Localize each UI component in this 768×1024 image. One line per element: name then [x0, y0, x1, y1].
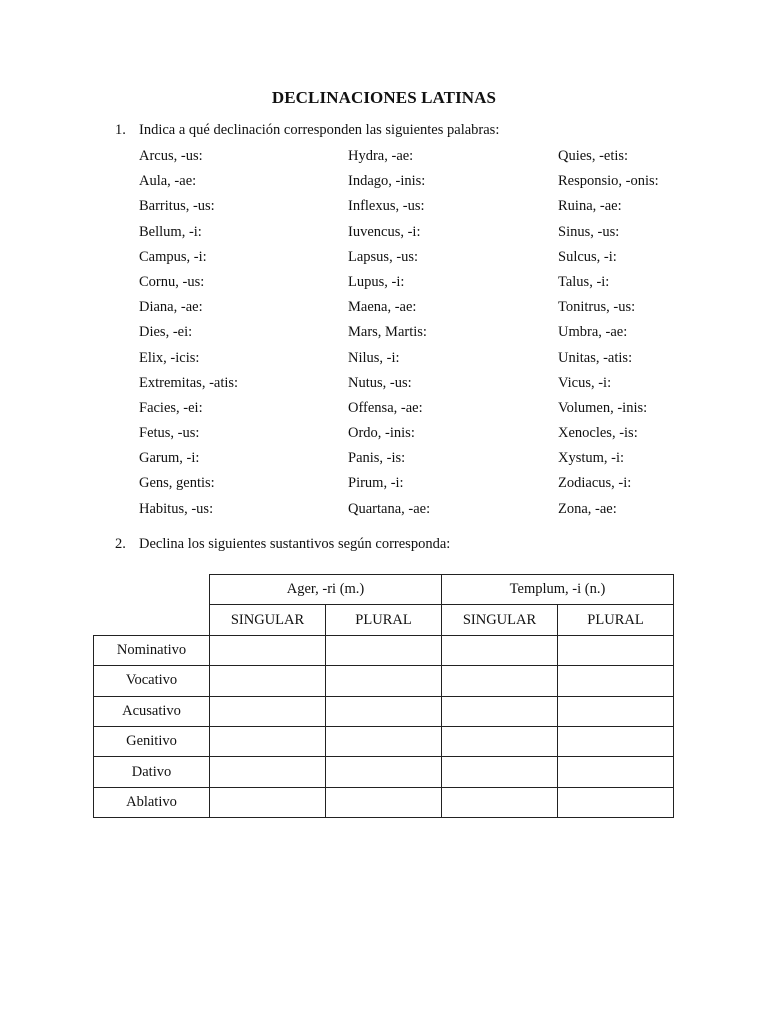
answer-cell[interactable] — [326, 787, 442, 817]
table-row — [94, 635, 674, 665]
word-item: Zona, -ae: — [558, 500, 617, 517]
answer-cell[interactable] — [442, 666, 558, 696]
word-item: Maena, -ae: — [348, 299, 417, 316]
case-label: Acusativo — [94, 696, 210, 726]
question-1-text: Indica a qué declinación corresponden las siguientes palabras: — [139, 122, 500, 138]
corner-cell — [94, 575, 210, 605]
noun-header-ager: Ager, -ri (m.) — [210, 575, 442, 605]
declension-table — [93, 574, 674, 818]
case-label: Nominativo — [94, 635, 210, 665]
answer-cell[interactable] — [326, 666, 442, 696]
word-item: Quies, -etis: — [558, 148, 629, 164]
word-item: Indago, -inis: — [348, 173, 426, 190]
question-1 — [115, 122, 499, 139]
word-item: Dies, -ei: — [139, 324, 193, 341]
word-item: Unitas, -atis: — [558, 349, 633, 366]
word-item: Garum, -i: — [139, 450, 200, 467]
question-1-number: 1. — [115, 122, 126, 138]
answer-cell[interactable] — [326, 635, 442, 665]
corner-cell — [94, 605, 210, 635]
column-header-plural: PLURAL — [558, 605, 674, 635]
column-header-singular: SINGULAR — [210, 605, 326, 635]
word-item: Xenocles, -is: — [558, 425, 638, 442]
case-label: Genitivo — [94, 726, 210, 756]
table-row — [94, 726, 674, 756]
word-item: Xystum, -i: — [558, 450, 625, 467]
word-item: Campus, -i: — [139, 248, 207, 265]
word-item: Nutus, -us: — [348, 374, 412, 391]
word-item: Arcus, -us: — [139, 148, 203, 164]
answer-cell[interactable] — [558, 696, 674, 726]
word-item: Sinus, -us: — [558, 223, 620, 240]
column-header-plural: PLURAL — [326, 605, 442, 635]
answer-cell[interactable] — [210, 726, 326, 756]
word-item: Aula, -ae: — [139, 173, 197, 190]
word-item: Ruina, -ae: — [558, 198, 622, 215]
word-item: Umbra, -ae: — [558, 324, 628, 341]
word-item: Vicus, -i: — [558, 374, 612, 391]
noun-header-templum: Templum, -i (n.) — [442, 575, 674, 605]
word-item: Mars, Martis: — [348, 324, 427, 341]
answer-cell[interactable] — [326, 757, 442, 787]
table-row — [94, 696, 674, 726]
word-column-2 — [348, 145, 430, 523]
question-2 — [115, 536, 450, 553]
word-item: Talus, -i: — [558, 273, 610, 290]
word-item: Tonitrus, -us: — [558, 299, 636, 316]
word-item: Cornu, -us: — [139, 273, 205, 290]
word-item: Lapsus, -us: — [348, 248, 419, 265]
word-item: Pirum, -i: — [348, 475, 404, 492]
word-item: Offensa, -ae: — [348, 399, 423, 416]
answer-cell[interactable] — [442, 635, 558, 665]
word-item: Sulcus, -i: — [558, 248, 617, 265]
word-list — [139, 145, 699, 525]
word-item: Responsio, -onis: — [558, 173, 659, 190]
word-item: Lupus, -i: — [348, 273, 405, 290]
word-item: Nilus, -i: — [348, 349, 400, 366]
word-item: Habitus, -us: — [139, 500, 214, 517]
answer-cell[interactable] — [210, 757, 326, 787]
page-title: DECLINACIONES LATINAS — [271, 88, 497, 107]
word-item: Fetus, -us: — [139, 425, 200, 442]
word-column-1 — [139, 145, 238, 523]
column-header-singular: SINGULAR — [442, 605, 558, 635]
word-item: Elix, -icis: — [139, 349, 200, 366]
word-item: Volumen, -inis: — [558, 399, 648, 416]
answer-cell[interactable] — [442, 757, 558, 787]
word-column-3 — [558, 145, 659, 523]
answer-cell[interactable] — [326, 726, 442, 756]
table-row — [94, 757, 674, 787]
answer-cell[interactable] — [210, 666, 326, 696]
word-item: Bellum, -i: — [139, 223, 202, 240]
word-item: Iuvencus, -i: — [348, 223, 421, 240]
word-item: Diana, -ae: — [139, 299, 203, 316]
answer-cell[interactable] — [210, 787, 326, 817]
answer-cell[interactable] — [210, 635, 326, 665]
answer-cell[interactable] — [558, 635, 674, 665]
word-item: Hydra, -ae: — [348, 148, 414, 164]
word-item: Ordo, -inis: — [348, 425, 415, 442]
word-item: Barritus, -us: — [139, 198, 215, 215]
table-row — [94, 787, 674, 817]
answer-cell[interactable] — [326, 696, 442, 726]
answer-cell[interactable] — [558, 757, 674, 787]
case-label: Ablativo — [94, 787, 210, 817]
answer-cell[interactable] — [558, 726, 674, 756]
word-item: Quartana, -ae: — [348, 500, 431, 517]
word-item: Gens, gentis: — [139, 475, 215, 492]
answer-cell[interactable] — [558, 787, 674, 817]
case-label: Vocativo — [94, 666, 210, 696]
word-item: Extremitas, -atis: — [139, 374, 239, 391]
word-item: Inflexus, -us: — [348, 198, 425, 215]
table-row — [94, 666, 674, 696]
word-item: Panis, -is: — [348, 450, 406, 467]
question-2-text: Declina los siguientes sustantivos según corresponda: — [139, 536, 451, 552]
word-item: Facies, -ei: — [139, 399, 203, 416]
answer-cell[interactable] — [442, 726, 558, 756]
answer-cell[interactable] — [558, 666, 674, 696]
answer-cell[interactable] — [210, 696, 326, 726]
question-2-number: 2. — [115, 536, 126, 552]
table-header-row — [94, 575, 674, 605]
answer-cell[interactable] — [442, 787, 558, 817]
word-item: Zodiacus, -i: — [558, 475, 632, 492]
case-label: Dativo — [94, 757, 210, 787]
table-subheader-row — [94, 605, 674, 635]
answer-cell[interactable] — [442, 696, 558, 726]
